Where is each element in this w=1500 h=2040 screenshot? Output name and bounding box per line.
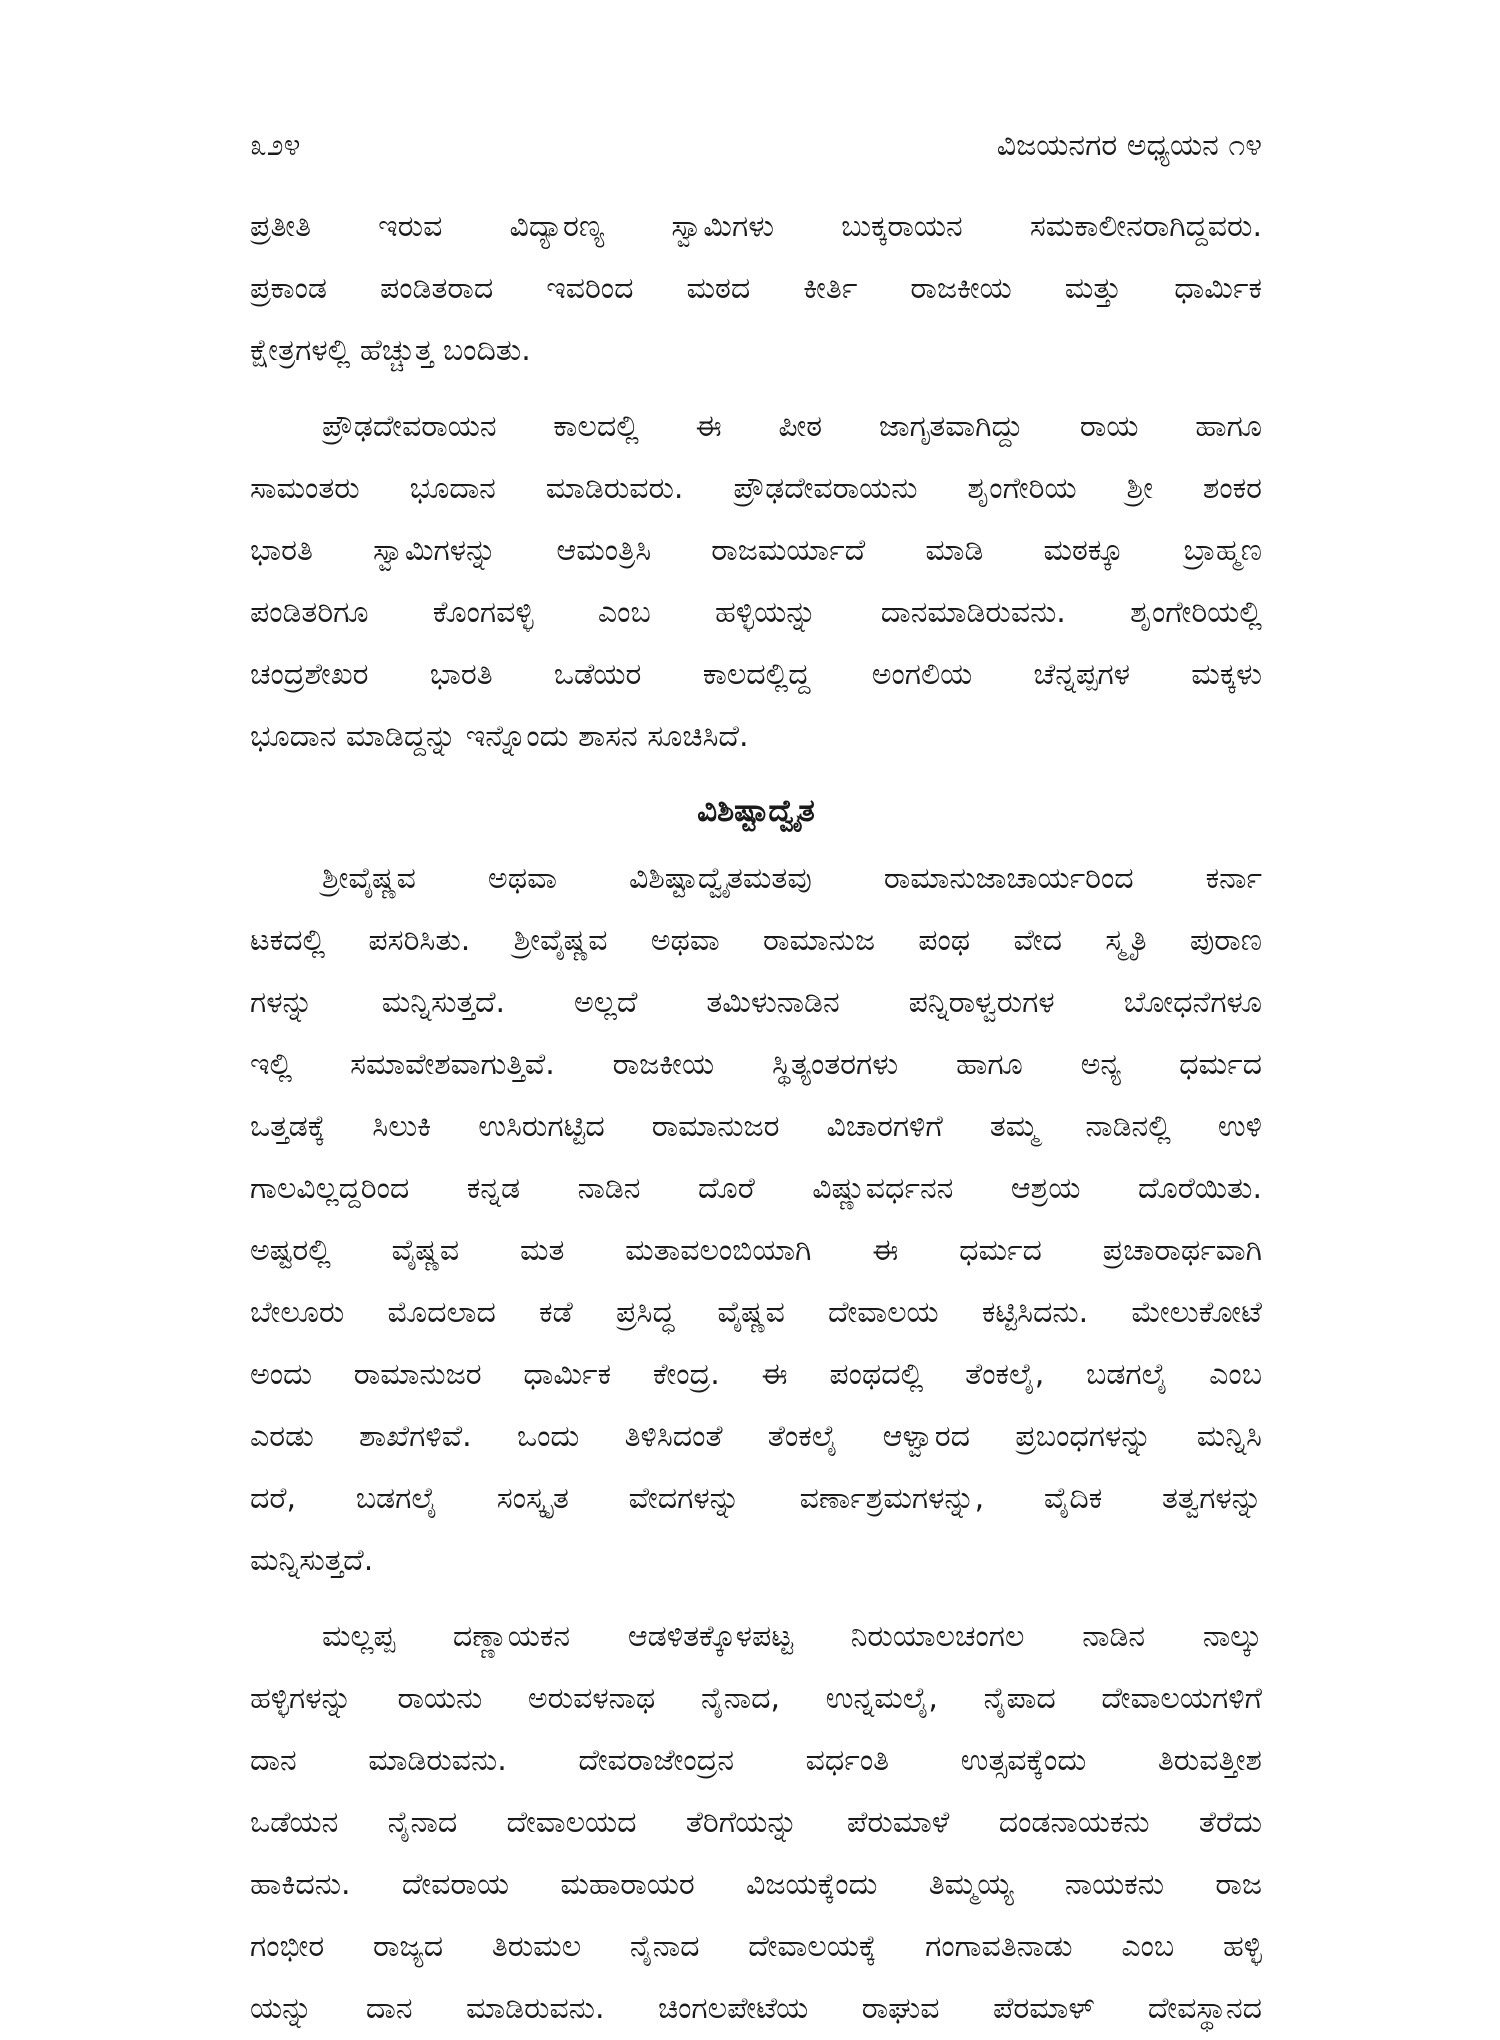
text-line: ಗಾಲವಿಲ್ಲದ್ದರಿಂದ ಕನ್ನಡ ನಾಡಿನ ದೊರೆ ವಿಷ್ಣುವರ್ಧನನ ಆಶ್ರಯ ದೊರೆಯಿತು. — [250, 1171, 1262, 1206]
text-line: ಒತ್ತಡಕ್ಕೆ ಸಿಲುಕಿ ಉಸಿರುಗಟ್ಟಿದ ರಾಮಾನುಜರ ವಿಚಾರಗಳಿಗೆ ತಮ್ಮ ನಾಡಿನಲ್ಲಿ ಉಳಿ — [250, 1109, 1262, 1144]
text-line: ಪ್ರೌಢದೇವರಾಯನ ಕಾಲದಲ್ಲಿ ಈ ಪೀಠ ಜಾಗೃತವಾಗಿದ್ದು ರಾಯ ಹಾಗೂ — [322, 409, 1262, 444]
text-line: ಗಳನ್ನು ಮನ್ನಿಸುತ್ತದೆ. ಅಲ್ಲದೆ ತಮಿಳುನಾಡಿನ ಪನ್ನಿರಾಳ್ವರುಗಳ ಬೋಧನೆಗಳೂ — [250, 985, 1262, 1020]
text-line: ದರೆ, ಬಡಗಲೈ ಸಂಸ್ಕೃತ ವೇದಗಳನ್ನು ವರ್ಣಾಶ್ರಮಗಳನ್ನು, ವೈದಿಕ ತತ್ವಗಳನ್ನು — [250, 1481, 1262, 1516]
running-title: ವಿಜಯನಗರ ಅಧ್ಯಯನ ೧೪ — [996, 128, 1262, 163]
paragraph-2 — [250, 396, 1262, 768]
paragraph-3 — [250, 848, 1262, 1592]
text-line: ಸಾಮಂತರು ಭೂದಾನ ಮಾಡಿರುವರು. ಪ್ರೌಢದೇವರಾಯನು ಶೃಂಗೇರಿಯ ಶ್ರೀ ಶಂಕರ — [250, 471, 1262, 506]
text-line: ಟಕದಲ್ಲಿ ಪಸರಿಸಿತು. ಶ್ರೀವೈಷ್ಣವ ಅಥವಾ ರಾಮಾನುಜ ಪಂಥ ವೇದ ಸ್ಮೃತಿ ಪುರಾಣ — [250, 923, 1262, 958]
text-line: ಬೇಲೂರು ಮೊದಲಾದ ಕಡೆ ಪ್ರಸಿದ್ಧ ವೈಷ್ಣವ ದೇವಾಲಯ ಕಟ್ಟಿಸಿದನು. ಮೇಲುಕೋಟೆ — [250, 1295, 1262, 1330]
text-line: ಪ್ರತೀತಿ ಇರುವ ವಿದ್ಯಾರಣ್ಯ ಸ್ವಾಮಿಗಳು ಬುಕ್ಕರಾಯನ ಸಮಕಾಲೀನರಾಗಿದ್ದವರು. — [250, 209, 1262, 244]
text-line: ದಾನ ಮಾಡಿರುವನು. ದೇವರಾಜೇಂದ್ರನ ವರ್ಧಂತಿ ಉತ್ಸವಕ್ಕೆಂದು ತಿರುವತ್ತೀಶ — [250, 1743, 1262, 1778]
page-number: ೩೨೪ — [250, 128, 301, 163]
text-line: ಕ್ಷೇತ್ರಗಳಲ್ಲಿ ಹೆಚ್ಚುತ್ತ ಬಂದಿತು. — [250, 333, 531, 368]
text-line: ಯನ್ನು ದಾನ ಮಾಡಿರುವನು. ಚಿಂಗಲಪೇಟೆಯ ರಾಘುವ ಪೆರಮಾಳ್ ದೇವಸ್ಥಾನದ — [250, 1991, 1262, 2026]
text-line: ಚಂದ್ರಶೇಖರ ಭಾರತಿ ಒಡೆಯರ ಕಾಲದಲ್ಲಿದ್ದ ಅಂಗಲಿಯ ಚೆನ್ನಪ್ಪಗಳ ಮಕ್ಕಳು — [250, 657, 1262, 692]
text-line: ಅಂದು ರಾಮಾನುಜರ ಧಾರ್ಮಿಕ ಕೇಂದ್ರ. ಈ ಪಂಥದಲ್ಲಿ ತೆಂಕಲೈ, ಬಡಗಲೈ ಎಂಬ — [250, 1357, 1262, 1392]
text-line: ಹಾಕಿದನು. ದೇವರಾಯ ಮಹಾರಾಯರ ವಿಜಯಕ್ಕೆಂದು ತಿಮ್ಮಯ್ಯ ನಾಯಕನು ರಾಜ — [250, 1867, 1262, 1902]
body-text — [250, 196, 1262, 2040]
text-line: ಪ್ರಕಾಂಡ ಪಂಡಿತರಾದ ಇವರಿಂದ ಮಠದ ಕೀರ್ತಿ ರಾಜಕೀಯ ಮತ್ತು ಧಾರ್ಮಿಕ — [250, 271, 1262, 306]
text-line: ಒಡೆಯನ ನೈನಾದ ದೇವಾಲಯದ ತೆರಿಗೆಯನ್ನು ಪೆರುಮಾಳೆ ದಂಡನಾಯಕನು ತೆರೆದು — [250, 1805, 1262, 1840]
text-line: ಶ್ರೀವೈಷ್ಣವ ಅಥವಾ ವಿಶಿಷ್ಟಾದ್ವೈತಮತವು ರಾಮಾನುಜಾಚಾರ್ಯರಿಂದ ಕರ್ನಾ — [322, 861, 1262, 896]
text-line: ಹಳ್ಳಿಗಳನ್ನು ರಾಯನು ಅರುವಳನಾಥ ನೈನಾದ, ಉನ್ನಮಲೈ, ನೈಪಾದ ದೇವಾಲಯಗಳಿಗೆ — [250, 1681, 1262, 1716]
text-line: ಪಂಡಿತರಿಗೂ ಕೊಂಗವಳ್ಳಿ ಎಂಬ ಹಳ್ಳಿಯನ್ನು ದಾನಮಾಡಿರುವನು. ಶೃಂಗೇರಿಯಲ್ಲಿ — [250, 595, 1262, 630]
text-line: ಗಂಭೀರ ರಾಜ್ಯದ ತಿರುಮಲ ನೈನಾದ ದೇವಾಲಯಕ್ಕೆ ಗಂಗಾವತಿನಾಡು ಎಂಬ ಹಳ್ಳಿ — [250, 1929, 1262, 1964]
running-header — [250, 126, 1262, 166]
text-line: ಭೂದಾನ ಮಾಡಿದ್ದನ್ನು ಇನ್ನೊಂದು ಶಾಸನ ಸೂಚಿಸಿದೆ. — [250, 719, 749, 754]
text-line: ಅಷ್ಟರಲ್ಲಿ ವೈಷ್ಣವ ಮತ ಮತಾವಲಂಬಿಯಾಗಿ ಈ ಧರ್ಮದ ಪ್ರಚಾರಾರ್ಥವಾಗಿ — [250, 1233, 1262, 1268]
text-line: ಇಲ್ಲಿ ಸಮಾವೇಶವಾಗುತ್ತಿವೆ. ರಾಜಕೀಯ ಸ್ಥಿತ್ಯಂತರಗಳು ಹಾಗೂ ಅನ್ಯ ಧರ್ಮದ — [250, 1047, 1262, 1082]
text-line: ಮಲ್ಲಪ್ಪ ದಣ್ಣಾಯಕನ ಆಡಳಿತಕ್ಕೊಳಪಟ್ಟ ನಿರುಯಾಲಚಂಗಲ ನಾಡಿನ ನಾಲ್ಕು — [322, 1619, 1262, 1654]
paragraph-1 — [250, 196, 1262, 382]
text-line: ಭಾರತಿ ಸ್ವಾಮಿಗಳನ್ನು ಆಮಂತ್ರಿಸಿ ರಾಜಮರ್ಯಾದೆ ಮಾಡಿ ಮಠಕ್ಕೂ ಬ್ರಾಹ್ಮಣ — [250, 533, 1262, 568]
text-line: ಎರಡು ಶಾಖೆಗಳಿವೆ. ಒಂದು ತಿಳಿಸಿದಂತೆ ತೆಂಕಲೈ ಆಳ್ವಾರದ ಪ್ರಬಂಧಗಳನ್ನು ಮನ್ನಿಸಿ — [250, 1419, 1262, 1454]
section-heading: ವಿಶಿಷ್ಟಾದ್ವೈತ — [697, 793, 815, 829]
text-line: ಮನ್ನಿಸುತ್ತದೆ. — [250, 1543, 374, 1578]
paragraph-4 — [250, 1606, 1262, 2040]
